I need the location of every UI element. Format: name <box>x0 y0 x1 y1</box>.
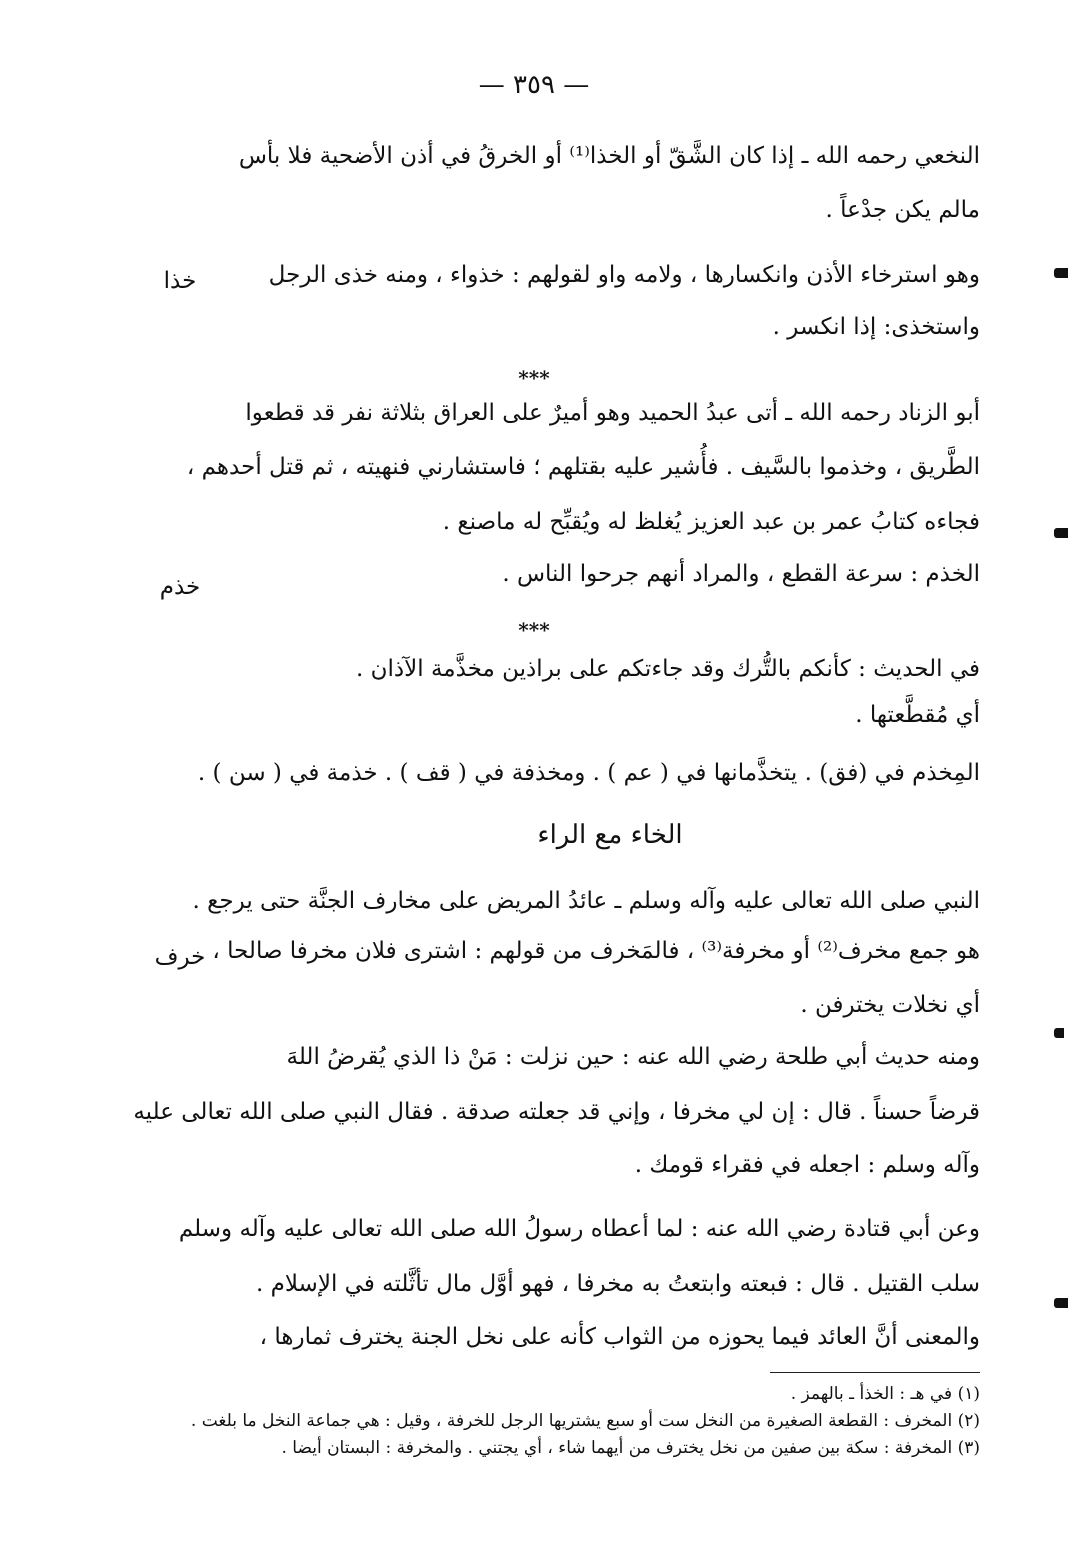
scan-edge-mark <box>1054 1298 1068 1308</box>
text-line: الطَّريق ، وخذموا بالسَّيف . فأُشير عليه بقتلهم ؛ فاستشارني فنهيته ، ثم قتل أحدهم ، <box>186 454 980 480</box>
footnote-divider <box>770 1372 980 1373</box>
text-line: أي نخلات يخترفن . <box>800 992 980 1018</box>
footnote: (١) في هـ : الخذأ ـ بالهمز . <box>790 1384 980 1404</box>
section-heading: الخاء مع الراء <box>537 820 683 850</box>
scan-edge-mark <box>1054 528 1068 538</box>
text-line: ومنه حديث أبي طلحة رضي الله عنه : حين نزلت : مَنْ ذا الذي يُقرضُ اللهَ <box>286 1044 980 1070</box>
text-line: الخذم : سرعة القطع ، والمراد أنهم جرحوا الناس . <box>502 561 980 587</box>
text-line: فجاءه كتابُ عمر بن عبد العزيز يُغلظ له ويُقبِّح له ماصنع . <box>442 509 980 535</box>
margin-keyword: خذا <box>163 268 197 294</box>
text-line: والمعنى أنَّ العائد فيما يحوزه من الثواب كأنه على نخل الجنة يخترف ثمارها ، <box>259 1324 980 1350</box>
margin-keyword: خذم <box>159 574 201 600</box>
text-line: مالم يكن جدْعاً . <box>825 197 980 223</box>
text-line: سلب القتيل . قال : فبعته وابتعتُ به مخرفا ، فهو أوَّل مال تأثَّلته في الإسلام . <box>255 1271 980 1297</box>
text-line: المِخذم في (فق) . يتخذَّمانها في ( عم ) . ومخذفة في ( قف ) . خذمة في ( سن ) . <box>197 760 980 786</box>
scan-edge-mark <box>1054 1028 1064 1038</box>
text-line: هو جمع مخرف⁽²⁾ أو مخرفة⁽³⁾ ، فالمَخرف من قولهم : اشترى فلان مخرفا صالحا ، <box>212 938 980 964</box>
footnote: (٢) المخرف : القطعة الصغيرة من النخل ست أو سبع يشتريها الرجل للخرفة ، وقيل : هي جماعة النخل ما بلغت . <box>190 1411 980 1431</box>
text-line: أبو الزناد رحمه الله ـ أتى عبدُ الحميد وهو أميرٌ على العراق بثلاثة نفر قد قطعوا <box>245 400 980 426</box>
text-line: وهو استرخاء الأذن وانكسارها ، ولامه واو لقولهم : خذواء ، ومنه خذى الرجل <box>268 262 980 288</box>
margin-keyword: خرف <box>154 944 206 970</box>
footnote: (٣) المخرفة : سكة بين صفين من نخل يخترف من أيهما شاء ، أي يجتني . والمخرفة : البستان أيضا . <box>281 1438 980 1458</box>
text-line: النبي صلى الله تعالى عليه وآله وسلم ـ عائدُ المريض على مخارف الجنَّة حتى يرجع . <box>192 888 980 914</box>
text-line: النخعي رحمه الله ـ إذا كان الشَّقّ أو الخذا⁽¹⁾ أو الخرقُ في أذن الأضحية فلا بأس <box>238 143 980 169</box>
text-line: في الحديث : كأنكم بالتُّرك وقد جاءتكم على براذين مخذَّمة الآذان . <box>355 656 980 682</box>
text-line: وآله وسلم : اجعله في فقراء قومك . <box>634 1152 980 1178</box>
section-separator: *** <box>518 618 550 642</box>
page-number: — ٣٥٩ — <box>478 70 590 100</box>
text-line: واستخذى: إذا انكسر . <box>772 314 980 340</box>
text-line: قرضاً حسناً . قال : إن لي مخرفا ، وإني قد جعلته صدقة . فقال النبي صلى الله تعالى عليه <box>133 1099 980 1125</box>
text-line: وعن أبي قتادة رضي الله عنه : لما أعطاه رسولُ الله صلى الله تعالى عليه وآله وسلم <box>178 1216 980 1242</box>
text-line: أي مُقطَّعتها . <box>855 702 980 728</box>
scan-edge-mark <box>1054 268 1068 278</box>
section-separator: *** <box>518 366 550 390</box>
